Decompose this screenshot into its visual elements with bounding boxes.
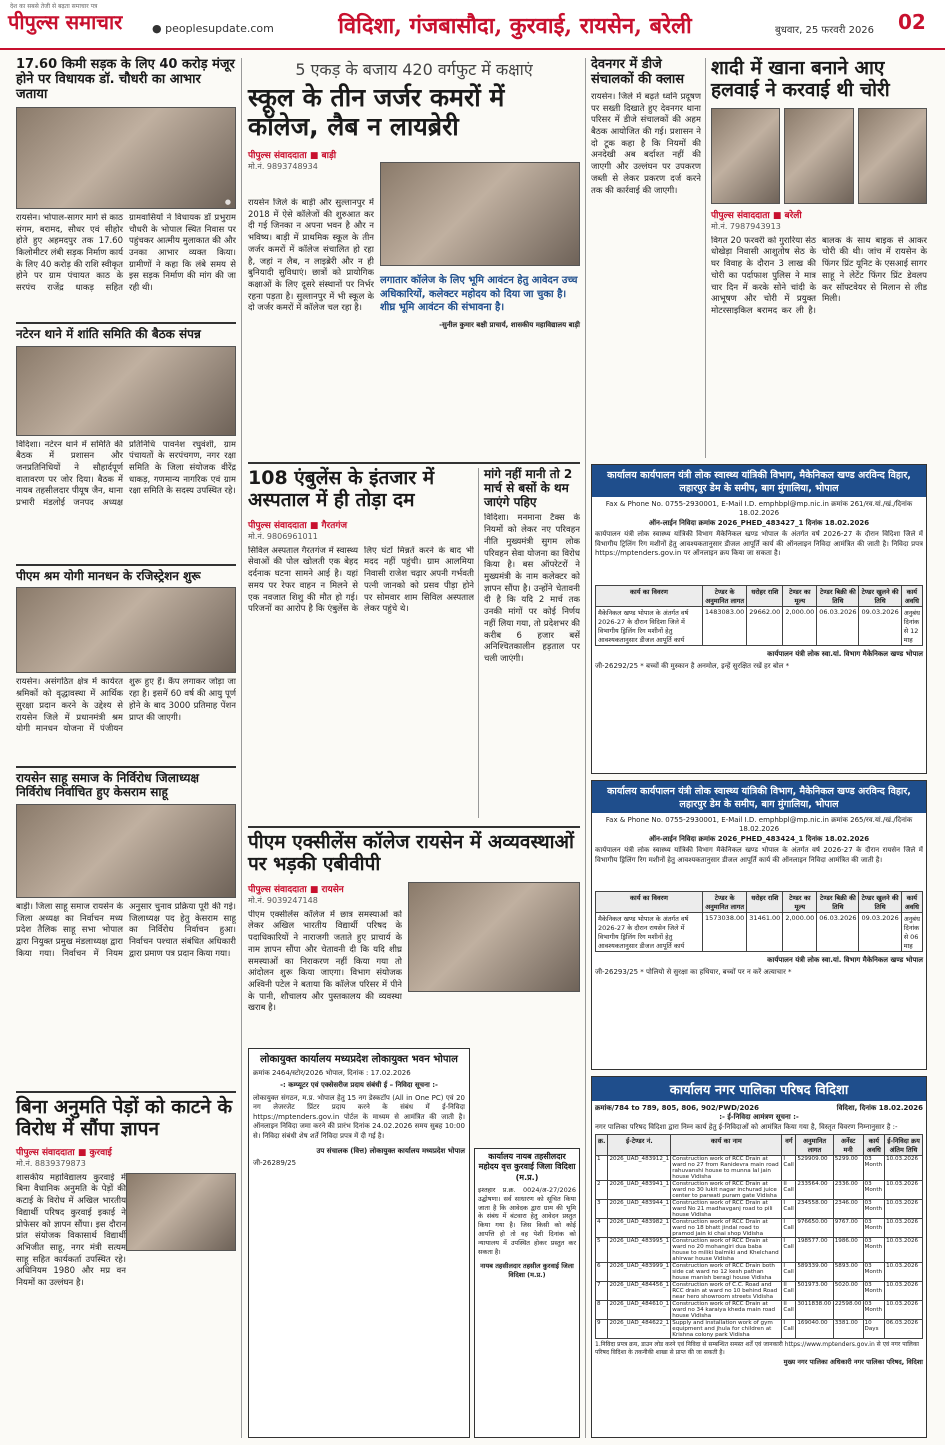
table-row [596, 607, 923, 646]
table-cell: 5893.00 [833, 1263, 863, 1282]
nagarpalika-ref: क्रमांक/784 to 789, 805, 806, 902/PWD/2026 [595, 1104, 759, 1112]
phed1-text: कार्यपालन यंत्री लोक स्वास्थ्य यांत्रिकी विभाग मैकेनिकल खण्ड भोपाल के अंतर्गत वर्ष 2026-27 के दौरान विदिशा जिले में विभागीय ट्रिलिंग रिग मशीनों हेतु आवश्यकतानुसार डीजल आपूर्ति कार्य की ऑनलाइन निविदा आमंत्रित की जाती है। निविदा प्रपत्र https://mptenders.gov.in पर ऑनलाइन क्रय किया जा सकता है। [595, 530, 923, 558]
shadi-photos [711, 108, 927, 204]
bus-text: विदिशा। मनमाना टैक्स के नियमों को लेकर नए परिवहन नीति मुख्यमंत्री सुगम लोक परिवहन सेवा योजना का विरोध किया है। बस ऑपरेटरों ने मुख्यमंत्री के नाम कलेक्टर को ज्ञापन सौंपा है। उन्होंने चेतावनी दी है कि यदि 2 मार्च तक उनकी मांगों पर कोई निर्णय नहीं लिया गया, तो प्रदेशभर की करीब 6 हजार बसें अनिश्चितकालीन हड़ताल पर चली जाएंगी। [484, 513, 580, 665]
table-header-row [596, 1135, 923, 1156]
divider [16, 564, 236, 566]
table-cell: Construction work of RCC Drain at ward No 21 madhavganj road to pili house Vidisha [671, 1200, 782, 1219]
table-cell: 10.03.2026 [885, 1263, 923, 1282]
trees-mobile: मो.नं. 8839379873 [16, 1158, 86, 1168]
ambulance-headline: 108 एंबुलेंस के इंतजार में अस्पताल में ही तोड़ा दम [248, 467, 435, 511]
column-divider [705, 58, 706, 458]
kurwai-text: इश्तहार प्र.क्र. 0024/अ-27/2026 उद्घोषणा। सर्व साधारण को सूचित किया जाता है कि आवेदक द्वारा ग्राम की भूमि के संबंध में बंटवारा हेतु आवेदन प्रस्तुत किया गया है। जिस किसी को कोई आपत्ति हो तो वह पेशी दिनांक को न्यायालय में उपस्थित होकर प्रस्तुत कर सकता है। [478, 1186, 576, 1256]
abvp-block [248, 832, 580, 1080]
table-cell: 5 [596, 1238, 608, 1263]
shadi-byline: पीपुल्स संवाददाता ■ बरेली [711, 210, 802, 221]
table-row [596, 1282, 923, 1301]
lokayukt-title: लोकायुक्त कार्यालय मध्यप्रदेश लोकायुक्त भवन भोपाल [260, 1054, 458, 1065]
phed1-tender: ऑन-लाईन निविदा क्रमांक 2026_PHED_483427_1 दिनांक 18.02.2026 [648, 518, 870, 527]
table-row [596, 1200, 923, 1219]
table-cell: 10.03.2026 [885, 1282, 923, 1301]
kurwai-title: कार्यालय नायब तहसीलदार महोदय वृत्त कुरवाई जिला विदिशा (म.प्र.) [478, 1152, 576, 1182]
table-cell: 2026_UAD_483999_1 [608, 1263, 671, 1282]
logo-tagline: देश का सबसे तेजी से बढ़ता समाचार पत्र [10, 3, 98, 10]
table-cell: 06.03.2026 [885, 1320, 923, 1339]
nagarpalika-title: कार्यालय नगर पालिका परिषद विदिशा [592, 1077, 926, 1101]
phed1-title: कार्यालय कार्यपालन यंत्री लोक स्वास्थ्य यांत्रिकी विभाग, मैकेनिकल खण्ड अरविन्द विहार, लहारपुर डेम के समीप, बाग मुंगालिया, भोपाल [592, 465, 926, 497]
table-header: कार्य अवधि [901, 892, 922, 913]
table-header: कार्य का विवरण [596, 892, 703, 913]
table-cell: 8 [596, 1301, 608, 1320]
table-cell: 2026_UAD_484610_1 [608, 1301, 671, 1320]
road-text: रायसेन। भोपाल-सागर मार्ग से काठ संगम, बरामद, सौधर एवं सीहोर होते हुए अहमदपुर तक 17.60 किलोमीटर लंबी सड़क निर्माण कार्य के लिए 40 करोड़ की राशि स्वीकृत होने पर ग्राम पंचायत काठ के सरपंच राजेंद्र धाकड़ सहित ग्रामवासियों ने विधायक डॉ प्रभुराम चौधरी के भोपाल स्थित निवास पर पहुंचकर आत्मीय मुलाकात की और उनका आभार व्यक्त किया। ग्रामीणों ने कहा कि लंबे समय से इस सड़क निर्माण की मांग की जा रही थी। [16, 212, 236, 294]
phed1-sign: कार्यपालन यंत्री लोक स्वा.यां. विभाग मैकेनिकल खण्ड भोपाल [767, 650, 923, 659]
lokayukt-subtitle: -: कम्प्यूटर एवं एक्सेसरीज प्रदाय संबंधी ई – निविदा सूचना :- [280, 1081, 438, 1090]
lokayukt-text: लोकायुक्त संगठन, म.प्र. भोपाल हेतु 15 नग डेस्कटॉप (All in One PC) एवं 20 नग लेजरजेट प्रिंटर प्रदाय करने के संबंध में ई-निविदा https://mptenders.gov.in पोर्टल के माध्यम से आमंत्रित की जाती है। ऑनलाइन निविदा जमा करने की प्रारंभ दिनांक 24.02.2026 समय सुबह 10:00 से। निविदा संबंधी शेष शर्ते निविदा प्रपत्र में दी गई है। [253, 1093, 465, 1140]
shanti-headline: नटेरन थाने में शांति समिति की बैठक संपन्न [16, 326, 201, 341]
table-cell: 03 Month [863, 1156, 885, 1181]
divider [16, 766, 236, 768]
phed1-ref: Fax & Phone No. 0755-2930001, E-Mail I.D. emphbpl@mp.nic.in क्रमांक 261/रव.यां./खं./दिनांक 18.02.2026 [605, 500, 913, 518]
table-cell: 03 Month [863, 1219, 885, 1238]
school-kicker: 5 एकड़ के बजाय 420 वर्गफुट में कक्षाएं [295, 60, 533, 79]
divider [248, 462, 580, 464]
table-cell: 3381.00 [833, 1320, 863, 1339]
abvp-photo [408, 882, 580, 992]
table-cell: 06.03.2026 [817, 607, 859, 646]
table-cell: 2,000.00 [783, 913, 817, 952]
table-header: धरोहर राशि [747, 586, 783, 607]
table-cell: 234558.00 [796, 1200, 833, 1219]
phed2-ref: Fax & Phone No. 0755-2930001, E-Mail I.D. emphbpl@mp.nic.in क्रमांक 265/रव.यां./खं./दिनांक 18.02.2026 [605, 816, 913, 834]
table-cell: अनुबंध दिनांक से 06 माह [901, 913, 922, 952]
table-cell: Construction work of RCC Drain at ward no 18 bhatt jindal road to pramod jain ki chai shop Vidisha [671, 1219, 782, 1238]
school-photo [380, 162, 580, 266]
table-header: टेण्डर बिक्री की तिथि [817, 892, 859, 913]
dj-headline: देवनगर में डीजे संचालकों की क्लास [591, 57, 685, 87]
table-header: अर्नेस्ट मनी [833, 1135, 863, 1156]
phed2-title: कार्यालय कार्यपालन यंत्री लोक स्वास्थ्य यांत्रिकी विभाग, मैकेनिकल खण्ड अरविन्द विहार, लहारपुर डेम के समीप, बाग मुंगालिया, भोपाल [592, 781, 926, 813]
table-cell: 2346.00 [833, 1200, 863, 1219]
table-cell: 501973.00 [796, 1282, 833, 1301]
abvp-headline: पीएम एक्सीलेंस कॉलेज रायसेन में अव्यवस्थाओं पर भड़की एबीवीपी [248, 831, 574, 875]
table-cell: II Call [782, 1282, 796, 1301]
abvp-text: पीएम एक्सीलेंस कॉलेज में छात्र समस्याओं को लेकर अखिल भारतीय विद्यार्थी परिषद के पदाधिकारियों ने नाराजगी जताते हुए प्राचार्य के नाम ज्ञापन सौंपा और चेतावनी दी कि यदि शीघ्र समस्याओं का निराकरण नहीं किया गया तो आंदोलन शुरू किया जाएगा। विभाग संयोजक अश्विनी पटेल ने बताया कि कॉलेज परिसर में पीने के पानी, शौचालय और पुस्तकालय की व्यवस्था खराब है। [248, 909, 402, 1014]
table-cell: 1483083.00 [703, 607, 747, 646]
table-header: क्र. [596, 1135, 608, 1156]
road-headline: 17.60 किमी सड़क के लिए 40 करोड़ मंजूर होने पर विधायक डॉ. चौधरी का आभार जताया [16, 57, 235, 102]
column-divider [241, 58, 242, 1438]
table-cell: 2026_UAD_483944_1 [608, 1200, 671, 1219]
page-number: 02 [898, 10, 926, 34]
phed1-footer: जी-26292/25 * बच्चों की मुस्कान है अनमोल, इन्हें सुरक्षित रखें हर बोल * [595, 661, 790, 670]
table-header: कार्य का विवरण [596, 586, 703, 607]
kurwai-sign: नायब तहसीलदार तहसील कुरवाई जिला विदिशा (म.प्र.) [480, 1262, 574, 1280]
table-cell: 198577.00 [796, 1238, 833, 1263]
lokayukt-notice [248, 1048, 470, 1438]
phed2-footer: जी-26293/25 * पोलियो से सुरक्षा का हथियार, बच्चों पर न करें अत्याचार * [595, 967, 792, 976]
phed2-tender: ऑन-लाईन निविदा क्रमांक 2026_PHED_483424_1 दिनांक 18.02.2026 [648, 834, 870, 843]
table-cell: 9 [596, 1320, 608, 1339]
divider [16, 1091, 236, 1093]
table-cell: मैकेनिकल खण्ड भोपाल के अंतर्गत वर्ष 2026-27 के दौरान विदिशा जिले में विभागीय ड्रिलिंग रिग मशीनों हेतु आवश्यकतानुसार डीजल आपूर्ति कार्य [596, 607, 703, 646]
nagarpalika-notice [591, 1076, 927, 1438]
table-cell: 10.03.2026 [885, 1200, 923, 1219]
shram-photo [16, 587, 236, 673]
table-cell: 6 [596, 1263, 608, 1282]
table-cell: Construction work of RCC Drain at ward no 20 mohangiri dua baba house to miliki balmiki and Khelchand ahirwar house Vidisha [671, 1238, 782, 1263]
table-cell: 10.03.2026 [885, 1156, 923, 1181]
table-cell: 03 Month [863, 1238, 885, 1263]
table-cell: 5299.00 [833, 1156, 863, 1181]
phed2-text: कार्यपालन यंत्री लोक स्वास्थ्य यांत्रिकी विभाग मैकेनिकल खण्ड भोपाल के अंतर्गत वर्ष 2026-27 के दौरान रायसेन जिले में विभागीय ड्रिलिंग रिग मशीनों हेतु आवश्यकतानुसार डीजल आपूर्ति कार्य की ऑनलाइन निविदा आमंत्रित की जाती है। [595, 846, 923, 864]
table-cell: 7 [596, 1282, 608, 1301]
lokayukt-code: जी-26289/25 [253, 1158, 297, 1167]
masthead [0, 0, 945, 50]
issue-date: बुधवार, 25 फरवरी 2026 [775, 25, 875, 36]
nagarpalika-sign: मुख्य नगर पालिका अधिकारी नगर पालिका परिषद, विदिशा [783, 1357, 923, 1366]
table-header: कार्य का नाम [671, 1135, 782, 1156]
website-link[interactable]: ● peoplesupdate.com [152, 22, 274, 35]
table-cell: II Call [782, 1181, 796, 1200]
table-cell: I Call [782, 1156, 796, 1181]
table-cell: I Call [782, 1200, 796, 1219]
trees-photo [126, 1173, 236, 1251]
abvp-byline-block [248, 882, 398, 906]
dj-block [591, 58, 701, 482]
lokayukt-sign: उप संचालक (वित्त) लोकायुक्त कार्यालय मध्यप्रदेश भोपाल [316, 1147, 465, 1156]
trees-text: शासकीय महाविद्यालय कुरवाई में बिना वैधानिक अनुमति के पेड़ों की कटाई के विरोध में अखिल भारतीय विद्यार्थी परिषद कुरवाई इकाई ने प्रोफेसर को ज्ञापन सौंपा। इस दौरान प्रांत संयोजक विकासार्थ विद्यार्थी अभिजीत साहू, नगर मंत्री सत्यम साहू सहित कार्यकर्ता उपस्थित रहे। अधिनियम 1980 और मप्र वन नियमों का उल्लंघन है। [16, 1172, 126, 1289]
dj-text: रायसेन। जिले में बढ़ते ध्वनि प्रदूषण पर सख्ती दिखाते हुए देवनगर थाना परिसर में डीजे संचालकों की अहम बैठक आयोजित की गई। प्रशासन ने दो टूक कहा है कि नियमों की अनदेखी अब बर्दाश्त नहीं की जाएगी और उल्लंघन पर उपकरण जब्ती से लेकर प्रकरण दर्ज करने तक की कार्रवाई की जाएगी। [591, 91, 701, 196]
column-divider [585, 58, 586, 1438]
abvp-mobile: मो.नं. 9039247148 [248, 895, 318, 905]
table-cell: 03 Month [863, 1263, 885, 1282]
ambulance-mobile: मो.नं. 9806961011 [248, 531, 318, 541]
table-cell: मैकेनिकल खण्ड भोपाल के अंतर्गत वर्ष 2026-27 के दौरान रायसेन जिले में विभागीय ड्रिलिंग रिग मशीनों हेतु आवश्यकतानुसार डीजल आपूर्ति कार्य [596, 913, 703, 952]
table-row [596, 913, 923, 952]
table-cell: I Call [782, 1238, 796, 1263]
table-header: टेण्डर का मूल्य [783, 892, 817, 913]
ambulance-text: सिविल अस्पताल गैरतगंज में स्वास्थ्य सेवाओं की पोल खोलती एक बेहद दर्दनाक घटना सामने आई है। यहां समय पर रेफर वाहन न मिलने से एक नवजात शिशु की मौत हो गई। परिजनों का आरोप है कि एंबुलेंस के लिए घंटों मिन्नतें करने के बाद भी मदद नहीं पहुंची। ग्राम आलमिया निवासी राजेश चढ़ार अपनी गर्भवती पत्नी जानको को प्रसव पीड़ा होने पर सोमवार शाम सिविल अस्पताल लेकर पहुंचे थे। [248, 545, 474, 615]
kurwai-notice [474, 1148, 580, 1438]
trees-byline-block [16, 1145, 236, 1169]
school-text: रायसेन जिले के बाड़ी और सुल्तानपुर में 2018 में ऐसे कॉलेजों की शुरुआत कर दी गई जिनका न अपना भवन है और न भविष्य। बाड़ी में प्राथमिक स्कूल के तीन जर्जर कमरों में कॉलेज संचालित हो रहा है, जहां न लैब, न लाइब्रेरी और न ही बुनियादी सुविधाएं। छात्रों को प्रायोगिक कक्षाओं के लिए दूसरे संस्थानों पर निर्भर रहना पड़ता है। सुल्तानपुर में भी स्कूल के दो जर्जर कमरों में कॉलेज चल रहा है। [248, 198, 374, 314]
table-cell: 2026_UAD_483912_1 [608, 1156, 671, 1181]
centre-column [248, 58, 580, 1438]
school-quote: लगातार कॉलेज के लिए भूमि आवंटन हेतु आवेदन उच्च अधिकारियों, कलेक्टर महोदय को दिया जा चुका है। शीघ्र भूमि आवंटन की संभावना है। [380, 275, 578, 313]
table-cell: 10.03.2026 [885, 1219, 923, 1238]
table-cell: Construction work of RCC Drain at ward no 27 from Ranidevra main road rahuvanshi house to munna lal jain house Vidisha [671, 1156, 782, 1181]
table-header: ई-टेण्डर नं. [608, 1135, 671, 1156]
table-cell: 2026_UAD_484622_1 [608, 1320, 671, 1339]
table-header-row [596, 586, 923, 607]
table-cell: I Call [782, 1320, 796, 1339]
shadi-mobile: मो.नं. 7987943913 [711, 221, 781, 231]
trees-byline: पीपुल्स संवाददाता ■ कुरवाई [16, 1147, 112, 1158]
table-cell: 09.03.2026 [859, 607, 901, 646]
table-cell: 10.03.2026 [885, 1238, 923, 1263]
table-cell: 10.03.2026 [885, 1181, 923, 1200]
table-row [596, 1301, 923, 1320]
nagarpalika-table [595, 1134, 923, 1339]
table-cell: 22598.00 [833, 1301, 863, 1320]
nagarpalika-footer: 1.निविदा प्रपत्र क्रय, डाउन लोड करने एवं निविदा से सम्बन्धित समस्त शर्तें एवं जानकारी https://www.mptenders.gov.in से एवं नगर पालिका परिषद विदिशा के तकनीकी शाखा से प्राप्त की जा सकती है। [595, 1341, 919, 1357]
table-cell: Construction work of C.C. Road and RCC drain at ward no 10 behind Road near hero showroom streets Vidisha [671, 1282, 782, 1301]
table-cell: 06.03.2026 [817, 913, 859, 952]
table-cell: 4 [596, 1219, 608, 1238]
table-row [596, 1181, 923, 1200]
nagarpalika-date: विदिशा, दिनांक 18.02.2026 [836, 1104, 923, 1112]
accused-photo [858, 108, 927, 204]
table-cell: 1986.00 [833, 1238, 863, 1263]
table-cell: 5020.00 [833, 1282, 863, 1301]
table-header: टेण्डर के अनुमानित लागत [703, 586, 747, 607]
table-cell: 169040.00 [796, 1320, 833, 1339]
edition-title: विदिशा, गंजबासौदा, कुरवाई, रायसेन, बरेली [338, 13, 692, 39]
table-cell: 1 [596, 1156, 608, 1181]
column-divider [478, 468, 479, 818]
bus-block [484, 468, 580, 813]
table-cell: 233564.00 [796, 1181, 833, 1200]
table-row [596, 1263, 923, 1282]
table-header: टेण्डर खुलने की तिथि [859, 892, 901, 913]
table-cell: I Call [782, 1219, 796, 1238]
nagarpalika-subtitle: :- ई-निविदा आमंत्रण सूचना :- [719, 1113, 799, 1122]
table-header: टेण्डर खुलने की तिथि [859, 586, 901, 607]
table-cell: 03 Month [863, 1200, 885, 1219]
table-cell: 2026_UAD_483982_1 [608, 1219, 671, 1238]
table-cell: 2026_UAD_484456_1 [608, 1282, 671, 1301]
table-cell: अनुबंध दिनांक से 12 माह [901, 607, 922, 646]
table-cell: 2,000.00 [783, 607, 817, 646]
table-header: टेण्डर बिक्री की तिथि [817, 586, 859, 607]
table-cell: 1573038.00 [703, 913, 747, 952]
school-byline: पीपुल्स संवाददाता ■ बाड़ी [248, 150, 337, 161]
right-column [591, 58, 927, 1438]
table-cell: 03 Month [863, 1301, 885, 1320]
table-cell: 10.03.2026 [885, 1301, 923, 1320]
sahu-text: बाड़ी। जिला साहू समाज रायसेन के जिला अध्यक्ष का निर्वाचन मध्य प्रदेश तैलिक साहू सभा भोपाल द्वारा नियुक्त प्रमुख मंडलाध्यक्ष द्वारा किया गया। निर्वाचन में नियम अनुसार चुनाव प्रक्रिया पूरी की गई। जिलाध्यक्ष पद हेतु केसराम साहू का निर्विरोध निर्वाचन हुआ। निर्वाचन पश्चात संबंधित अधिकारी द्वारा प्रमाण पत्र प्रदान किया गया। [16, 902, 236, 959]
table-cell: Construction work of RCC Drain at ward no 34 karaiya kheda main road house Vidisha [671, 1301, 782, 1320]
lokayukt-ref: क्रमांक 2464/स्टोर/2026 भोपाल, दिनांक : 17.02.2026 [253, 1069, 411, 1077]
table-cell: I Call [782, 1263, 796, 1282]
divider [248, 826, 580, 828]
table-row [596, 1320, 923, 1339]
newspaper-logo: पीपुल्स समाचार [8, 10, 123, 34]
divider [16, 322, 236, 324]
table-cell: 31461.00 [747, 913, 783, 952]
school-byline-block [248, 148, 368, 172]
nagarpalika-intro: नगर पालिका परिषद विदिशा द्वारा निम्न कार्य हेतु ई-निविदाओं को आमंत्रित किया गया है, विस्तृत विवरण निम्नानुसार है :- [595, 1122, 898, 1131]
table-header-row [596, 892, 923, 913]
school-headline: स्कूल के तीन जर्जर कमरों में कॉलेज, लैब न लायब्रेरी [248, 83, 505, 141]
table-cell: 976650.00 [796, 1219, 833, 1238]
table-cell: 2026_UAD_483995_1 [608, 1238, 671, 1263]
school-mobile: मो.नं. 9893748934 [248, 161, 318, 171]
table-cell: 29662.00 [747, 607, 783, 646]
trees-headline: बिना अनुमति पेड़ों को काटने के विरोध में सौंपा ज्ञापन [16, 1096, 233, 1140]
shram-text: रायसेन। असंगठित क्षेत्र में कार्यरत श्रमिकों को वृद्धावस्था में आर्थिक सुरक्षा प्रदान करने के उद्देश्य से रायसेन जिले में प्रधानमंत्री श्रम योगी मानधन योजना में पंजीयन शुरू हुए हैं। कैंप लगाकर जोड़ा जा रहा है। इसमें 60 वर्ष की आयु पूर्ण होने के बाद 3000 प्रतिमाह पेंशन प्राप्त की जाएगी। [16, 677, 236, 735]
table-header: टेण्डर का मूल्य [783, 586, 817, 607]
table-cell: 2336.00 [833, 1181, 863, 1200]
shadi-block [711, 58, 927, 451]
phed-notice-2 [591, 780, 927, 1070]
shanti-photo [16, 346, 236, 436]
table-header: वर्ग [782, 1135, 796, 1156]
table-cell: Construction work of RCC Drain at ward no 30 lukit nagar inchurad juice center to parwati puram gate Vidisha [671, 1181, 782, 1200]
table-header: कार्य अवधि [863, 1135, 885, 1156]
table-header: ई-निविदा क्रय अंतिम तिथि [885, 1135, 923, 1156]
sahu-headline: रायसेन साहू समाज के निर्विरोध जिलाध्यक्ष निर्विरोध निर्वाचित हुए केसराम साहू [16, 771, 200, 800]
table-cell: 03 Month [863, 1282, 885, 1301]
table-cell: 2026_UAD_483941_1 [608, 1181, 671, 1200]
accused-photo [711, 108, 780, 204]
table-header: टेण्डर के अनुमानित लागत [703, 892, 747, 913]
shanti-text: विदिशा। नटेरन थाने में समिति की बैठक में प्रशासन और जनप्रतिनिधियों ने सौहार्दपूर्ण वातावरण पर जोर दिया। बैठक में नायब तहसीलदार पीयूष जैन, थाना प्रभारी मंडलोई जनपद अध्यक्ष प्रतिनिधि पावनेश रघुवंशी, ग्राम पंचायतों के सरपंचगण, नगर रक्षा समिति के जिला संयोजक वीरेंद्र धाकड़, गणमान्य नागरिक एवं ग्राम रक्षा समिति के सदस्य उपस्थित रहे। [16, 439, 236, 509]
table-cell: Supply and installation work of gym equipment and jhula for children at Krishna colony park Vidisha [671, 1320, 782, 1339]
table-cell: 529909.00 [796, 1156, 833, 1181]
table-cell: 09.03.2026 [859, 913, 901, 952]
shadi-headline: शादी में खाना बनाने आए हलवाई ने करवाई थी चोरी [711, 57, 890, 101]
sahu-photo [16, 804, 236, 898]
school-quote-block [380, 274, 580, 424]
table-cell: 3011838.00 [796, 1301, 833, 1320]
table-cell: 2 [596, 1181, 608, 1200]
phed1-table [595, 585, 923, 646]
left-column [16, 58, 236, 1438]
table-cell: 9767.00 [833, 1219, 863, 1238]
abvp-byline: पीपुल्स संवाददाता ■ रायसेन [248, 884, 344, 895]
bus-headline: मांगे नहीं मानी तो 2 मार्च से बसों के थम जाएंगे पहिए [484, 467, 573, 509]
table-cell: Construction work of RCC Drain both side cat ward no 12 kesh pathan house manish beragi house Vidisha [671, 1263, 782, 1282]
table-row [596, 1156, 923, 1181]
accused-photo [784, 108, 853, 204]
phed2-sign: कार्यपालन यंत्री लोक स्वा.यां. विभाग मैकेनिकल खण्ड भोपाल [767, 956, 923, 965]
shadi-text: विगत 20 फरवरी को गुरारिया सेठ धोखेड़ा निवासी आशुतोष सेठ के घर विवाह के दौरान 3 लाख की चोरी का पर्दाफाश पुलिस ने मात्र चार दिन में करके सोने चांदी के आभूषण और चोरी में प्रयुक्त मोटरसाइकिल बरामद कर ली है। बालक के साथ बाइक से आकर चोरी की थी। जांच में रायसेन के फिंगर प्रिंट यूनिट के एसआई सागर साहू ने लेटेंट फिंगर प्रिंट डेवलप कर सॉफ्टवेयर से मिलान से लीड मिली। [711, 235, 927, 316]
ambulance-byline-block [248, 518, 474, 542]
table-header: अनुमानित लागत [796, 1135, 833, 1156]
table-cell: 10 Days [863, 1320, 885, 1339]
table-cell: 3 [596, 1200, 608, 1219]
shadi-byline-block [711, 208, 927, 232]
table-header: कार्य अवधि [901, 586, 922, 607]
ambulance-block [248, 468, 474, 776]
table-row [596, 1238, 923, 1263]
school-quote-by: -सुनील कुमार बक्षी प्राचार्य, शासकीय महाविद्यालय बाड़ी [439, 320, 580, 329]
phed-notice-1 [591, 464, 927, 774]
ambulance-byline: पीपुल्स संवाददाता ■ गैरतगंज [248, 520, 348, 531]
table-cell: 03 Month [863, 1181, 885, 1200]
table-header: धरोहर राशि [747, 892, 783, 913]
table-cell: II Call [782, 1301, 796, 1320]
phed2-table [595, 891, 923, 952]
table-cell: 589339.00 [796, 1263, 833, 1282]
road-photo: ● [16, 107, 236, 209]
table-row [596, 1219, 923, 1238]
shram-headline: पीएम श्रम योगी मानधन के रजिस्ट्रेशन शुरू [16, 568, 201, 583]
